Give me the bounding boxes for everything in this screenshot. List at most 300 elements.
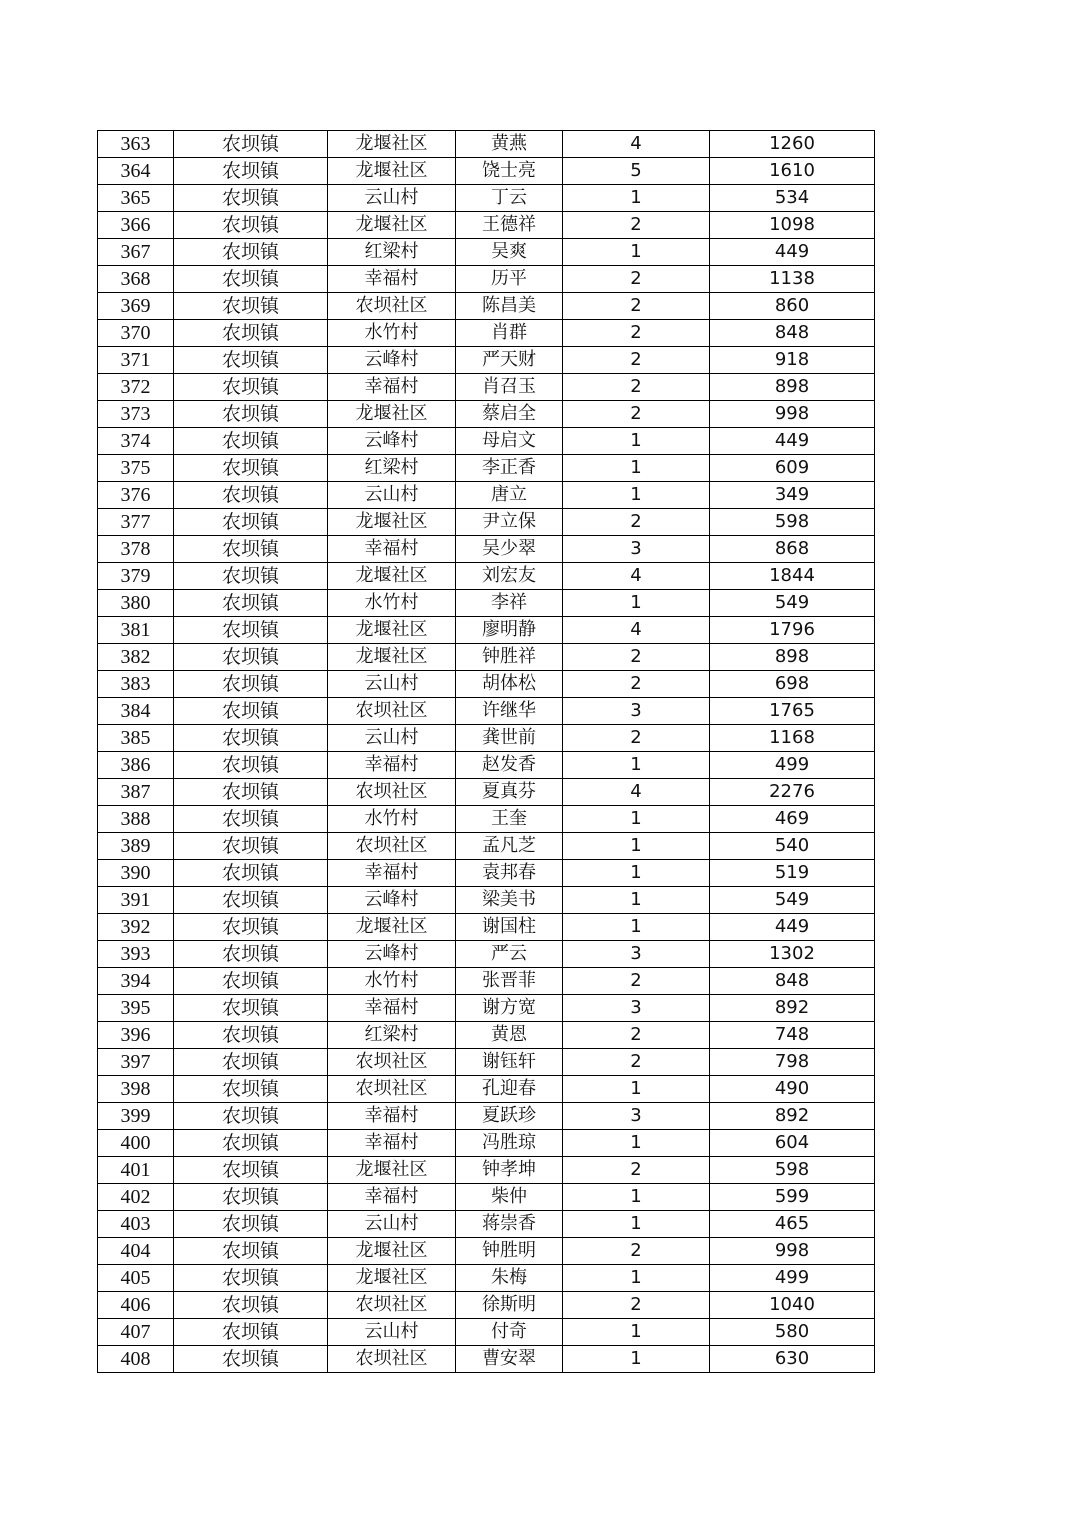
household-count-cell: 1 [563,806,710,833]
table-row [98,617,875,644]
amount-cell: 598 [710,1157,875,1184]
village-cell: 水竹村 [328,590,456,617]
amount-cell: 898 [710,374,875,401]
amount-cell: 892 [710,1103,875,1130]
household-count-cell: 1 [563,860,710,887]
household-count-cell: 4 [563,617,710,644]
table-row [98,968,875,995]
amount-cell: 2276 [710,779,875,806]
name-cell: 徐斯明 [456,1292,563,1319]
table-row [98,1292,875,1319]
town-cell: 农坝镇 [174,941,328,968]
table-row [98,1184,875,1211]
village-cell: 云峰村 [328,887,456,914]
table-row [98,455,875,482]
town-cell: 农坝镇 [174,968,328,995]
household-count-cell: 2 [563,266,710,293]
name-cell: 张晋菲 [456,968,563,995]
household-count-cell: 2 [563,1049,710,1076]
amount-cell: 1168 [710,725,875,752]
table-row [98,1265,875,1292]
row-number-cell: 369 [98,293,174,320]
row-number-cell: 384 [98,698,174,725]
household-count-cell: 2 [563,725,710,752]
table-row [98,590,875,617]
row-number-cell: 378 [98,536,174,563]
table-row [98,293,875,320]
town-cell: 农坝镇 [174,671,328,698]
amount-cell: 848 [710,320,875,347]
table-row [98,860,875,887]
row-number-cell: 404 [98,1238,174,1265]
table-row [98,374,875,401]
village-cell: 农坝社区 [328,833,456,860]
town-cell: 农坝镇 [174,860,328,887]
name-cell: 胡体松 [456,671,563,698]
village-cell: 云峰村 [328,347,456,374]
village-cell: 水竹村 [328,320,456,347]
amount-cell: 449 [710,239,875,266]
name-cell: 柴仲 [456,1184,563,1211]
town-cell: 农坝镇 [174,617,328,644]
name-cell: 梁美书 [456,887,563,914]
town-cell: 农坝镇 [174,536,328,563]
table-row [98,941,875,968]
table-row [98,1049,875,1076]
row-number-cell: 377 [98,509,174,536]
row-number-cell: 408 [98,1346,174,1373]
village-cell: 云山村 [328,725,456,752]
village-cell: 云山村 [328,1211,456,1238]
row-number-cell: 367 [98,239,174,266]
village-cell: 红梁村 [328,239,456,266]
name-cell: 钟胜祥 [456,644,563,671]
village-cell: 幸福村 [328,1184,456,1211]
town-cell: 农坝镇 [174,752,328,779]
table-row [98,1076,875,1103]
amount-cell: 1098 [710,212,875,239]
name-cell: 袁邦春 [456,860,563,887]
village-cell: 龙堰社区 [328,644,456,671]
row-number-cell: 389 [98,833,174,860]
row-number-cell: 363 [98,131,174,158]
name-cell: 冯胜琼 [456,1130,563,1157]
village-cell: 龙堰社区 [328,914,456,941]
row-number-cell: 398 [98,1076,174,1103]
row-number-cell: 382 [98,644,174,671]
name-cell: 历平 [456,266,563,293]
household-count-cell: 2 [563,374,710,401]
name-cell: 陈昌美 [456,293,563,320]
name-cell: 唐立 [456,482,563,509]
village-cell: 龙堰社区 [328,563,456,590]
village-cell: 农坝社区 [328,1292,456,1319]
town-cell: 农坝镇 [174,590,328,617]
household-count-cell: 2 [563,347,710,374]
name-cell: 廖明静 [456,617,563,644]
town-cell: 农坝镇 [174,455,328,482]
table-row [98,1211,875,1238]
row-number-cell: 391 [98,887,174,914]
village-cell: 幸福村 [328,536,456,563]
table-row [98,401,875,428]
household-count-cell: 1 [563,1130,710,1157]
table-row [98,509,875,536]
row-number-cell: 380 [98,590,174,617]
table-row [98,185,875,212]
amount-cell: 580 [710,1319,875,1346]
row-number-cell: 396 [98,1022,174,1049]
town-cell: 农坝镇 [174,158,328,185]
village-cell: 农坝社区 [328,1049,456,1076]
village-cell: 农坝社区 [328,1076,456,1103]
town-cell: 农坝镇 [174,1346,328,1373]
name-cell: 付奇 [456,1319,563,1346]
village-cell: 龙堰社区 [328,212,456,239]
household-count-cell: 5 [563,158,710,185]
amount-cell: 1302 [710,941,875,968]
row-number-cell: 386 [98,752,174,779]
name-cell: 李正香 [456,455,563,482]
amount-cell: 898 [710,644,875,671]
village-cell: 云山村 [328,671,456,698]
name-cell: 李祥 [456,590,563,617]
village-cell: 幸福村 [328,1130,456,1157]
household-count-cell: 1 [563,914,710,941]
name-cell: 谢钰轩 [456,1049,563,1076]
household-count-cell: 2 [563,644,710,671]
amount-cell: 868 [710,536,875,563]
table-row [98,482,875,509]
amount-cell: 349 [710,482,875,509]
household-count-cell: 3 [563,536,710,563]
village-cell: 龙堰社区 [328,1157,456,1184]
name-cell: 孔迎春 [456,1076,563,1103]
amount-cell: 1610 [710,158,875,185]
town-cell: 农坝镇 [174,644,328,671]
row-number-cell: 383 [98,671,174,698]
village-cell: 龙堰社区 [328,509,456,536]
village-cell: 农坝社区 [328,779,456,806]
town-cell: 农坝镇 [174,995,328,1022]
table-row [98,563,875,590]
name-cell: 王德祥 [456,212,563,239]
village-cell: 云峰村 [328,428,456,455]
name-cell: 严云 [456,941,563,968]
table-row [98,347,875,374]
village-cell: 云山村 [328,1319,456,1346]
amount-cell: 918 [710,347,875,374]
amount-cell: 1260 [710,131,875,158]
town-cell: 农坝镇 [174,374,328,401]
household-count-cell: 1 [563,1076,710,1103]
row-number-cell: 401 [98,1157,174,1184]
amount-cell: 1765 [710,698,875,725]
name-cell: 王奎 [456,806,563,833]
table-row [98,644,875,671]
household-count-cell: 2 [563,401,710,428]
household-count-cell: 1 [563,1184,710,1211]
household-count-cell: 2 [563,293,710,320]
row-number-cell: 395 [98,995,174,1022]
household-count-cell: 2 [563,1022,710,1049]
household-count-cell: 3 [563,995,710,1022]
name-cell: 吴爽 [456,239,563,266]
name-cell: 谢国柱 [456,914,563,941]
amount-cell: 798 [710,1049,875,1076]
amount-cell: 534 [710,185,875,212]
village-cell: 云山村 [328,482,456,509]
household-count-cell: 1 [563,833,710,860]
name-cell: 朱梅 [456,1265,563,1292]
town-cell: 农坝镇 [174,1157,328,1184]
household-count-cell: 1 [563,185,710,212]
name-cell: 肖群 [456,320,563,347]
village-cell: 龙堰社区 [328,617,456,644]
table-row [98,995,875,1022]
village-cell: 幸福村 [328,752,456,779]
row-number-cell: 400 [98,1130,174,1157]
amount-cell: 630 [710,1346,875,1373]
household-count-cell: 4 [563,779,710,806]
name-cell: 钟胜明 [456,1238,563,1265]
name-cell: 许继华 [456,698,563,725]
town-cell: 农坝镇 [174,887,328,914]
town-cell: 农坝镇 [174,320,328,347]
town-cell: 农坝镇 [174,1184,328,1211]
amount-cell: 549 [710,590,875,617]
amount-cell: 465 [710,1211,875,1238]
town-cell: 农坝镇 [174,1076,328,1103]
village-cell: 幸福村 [328,995,456,1022]
town-cell: 农坝镇 [174,1049,328,1076]
amount-cell: 892 [710,995,875,1022]
amount-cell: 598 [710,509,875,536]
town-cell: 农坝镇 [174,401,328,428]
amount-cell: 490 [710,1076,875,1103]
row-number-cell: 387 [98,779,174,806]
name-cell: 严天财 [456,347,563,374]
table-row [98,239,875,266]
village-cell: 云山村 [328,185,456,212]
name-cell: 母启文 [456,428,563,455]
town-cell: 农坝镇 [174,1265,328,1292]
row-number-cell: 397 [98,1049,174,1076]
household-count-cell: 1 [563,1346,710,1373]
town-cell: 农坝镇 [174,698,328,725]
row-number-cell: 406 [98,1292,174,1319]
name-cell: 黄燕 [456,131,563,158]
town-cell: 农坝镇 [174,1319,328,1346]
row-number-cell: 376 [98,482,174,509]
name-cell: 龚世前 [456,725,563,752]
table-row [98,266,875,293]
table-row [98,779,875,806]
row-number-cell: 403 [98,1211,174,1238]
town-cell: 农坝镇 [174,212,328,239]
town-cell: 农坝镇 [174,185,328,212]
town-cell: 农坝镇 [174,239,328,266]
name-cell: 吴少翠 [456,536,563,563]
name-cell: 黄恩 [456,1022,563,1049]
household-count-cell: 1 [563,1319,710,1346]
village-cell: 农坝社区 [328,698,456,725]
village-cell: 水竹村 [328,968,456,995]
table-row [98,671,875,698]
name-cell: 夏跃珍 [456,1103,563,1130]
amount-cell: 748 [710,1022,875,1049]
town-cell: 农坝镇 [174,1022,328,1049]
village-cell: 幸福村 [328,374,456,401]
household-count-cell: 2 [563,1157,710,1184]
table-row [98,428,875,455]
town-cell: 农坝镇 [174,509,328,536]
table-row [98,1022,875,1049]
row-number-cell: 393 [98,941,174,968]
table-row [98,212,875,239]
table-row [98,887,875,914]
household-count-cell: 1 [563,887,710,914]
amount-cell: 609 [710,455,875,482]
table-row [98,1103,875,1130]
name-cell: 饶士亮 [456,158,563,185]
amount-cell: 1138 [710,266,875,293]
table-row [98,536,875,563]
village-cell: 幸福村 [328,1103,456,1130]
row-number-cell: 407 [98,1319,174,1346]
amount-cell: 499 [710,752,875,779]
name-cell: 尹立保 [456,509,563,536]
town-cell: 农坝镇 [174,806,328,833]
household-count-cell: 1 [563,455,710,482]
row-number-cell: 368 [98,266,174,293]
village-cell: 幸福村 [328,266,456,293]
row-number-cell: 373 [98,401,174,428]
row-number-cell: 372 [98,374,174,401]
data-table [97,130,875,1373]
table-body [98,131,875,1373]
table-row [98,1319,875,1346]
row-number-cell: 385 [98,725,174,752]
household-count-cell: 1 [563,482,710,509]
row-number-cell: 402 [98,1184,174,1211]
household-count-cell: 1 [563,590,710,617]
household-count-cell: 2 [563,968,710,995]
amount-cell: 449 [710,428,875,455]
amount-cell: 469 [710,806,875,833]
household-count-cell: 3 [563,698,710,725]
table-row [98,158,875,185]
row-number-cell: 370 [98,320,174,347]
household-count-cell: 1 [563,752,710,779]
table-row [98,725,875,752]
row-number-cell: 388 [98,806,174,833]
amount-cell: 499 [710,1265,875,1292]
amount-cell: 698 [710,671,875,698]
village-cell: 水竹村 [328,806,456,833]
table-row [98,1157,875,1184]
amount-cell: 998 [710,1238,875,1265]
amount-cell: 860 [710,293,875,320]
village-cell: 龙堰社区 [328,1238,456,1265]
table-row [98,698,875,725]
amount-cell: 519 [710,860,875,887]
row-number-cell: 394 [98,968,174,995]
town-cell: 农坝镇 [174,833,328,860]
amount-cell: 540 [710,833,875,860]
town-cell: 农坝镇 [174,293,328,320]
household-count-cell: 3 [563,941,710,968]
name-cell: 丁云 [456,185,563,212]
table-row [98,1346,875,1373]
household-count-cell: 4 [563,563,710,590]
row-number-cell: 374 [98,428,174,455]
table-row [98,1130,875,1157]
table-row [98,806,875,833]
household-count-cell: 1 [563,1211,710,1238]
household-count-cell: 2 [563,1292,710,1319]
row-number-cell: 399 [98,1103,174,1130]
amount-cell: 599 [710,1184,875,1211]
household-count-cell: 1 [563,1265,710,1292]
village-cell: 农坝社区 [328,1346,456,1373]
row-number-cell: 405 [98,1265,174,1292]
village-cell: 龙堰社区 [328,401,456,428]
table-row [98,914,875,941]
town-cell: 农坝镇 [174,1130,328,1157]
row-number-cell: 364 [98,158,174,185]
village-cell: 龙堰社区 [328,1265,456,1292]
village-cell: 幸福村 [328,860,456,887]
amount-cell: 449 [710,914,875,941]
name-cell: 刘宏友 [456,563,563,590]
town-cell: 农坝镇 [174,482,328,509]
household-count-cell: 1 [563,239,710,266]
town-cell: 农坝镇 [174,725,328,752]
name-cell: 蒋崇香 [456,1211,563,1238]
town-cell: 农坝镇 [174,914,328,941]
amount-cell: 1040 [710,1292,875,1319]
name-cell: 蔡启全 [456,401,563,428]
amount-cell: 1796 [710,617,875,644]
town-cell: 农坝镇 [174,1238,328,1265]
household-count-cell: 4 [563,131,710,158]
household-count-cell: 2 [563,212,710,239]
amount-cell: 549 [710,887,875,914]
town-cell: 农坝镇 [174,563,328,590]
table-row [98,320,875,347]
amount-cell: 848 [710,968,875,995]
name-cell: 夏真芬 [456,779,563,806]
town-cell: 农坝镇 [174,131,328,158]
household-count-cell: 2 [563,509,710,536]
amount-cell: 998 [710,401,875,428]
household-count-cell: 3 [563,1103,710,1130]
row-number-cell: 381 [98,617,174,644]
name-cell: 孟凡芝 [456,833,563,860]
household-count-cell: 2 [563,1238,710,1265]
village-cell: 农坝社区 [328,293,456,320]
row-number-cell: 390 [98,860,174,887]
row-number-cell: 379 [98,563,174,590]
town-cell: 农坝镇 [174,1103,328,1130]
village-cell: 红梁村 [328,455,456,482]
household-count-cell: 2 [563,320,710,347]
name-cell: 曹安翠 [456,1346,563,1373]
table-row [98,1238,875,1265]
table-row [98,131,875,158]
household-count-cell: 2 [563,671,710,698]
